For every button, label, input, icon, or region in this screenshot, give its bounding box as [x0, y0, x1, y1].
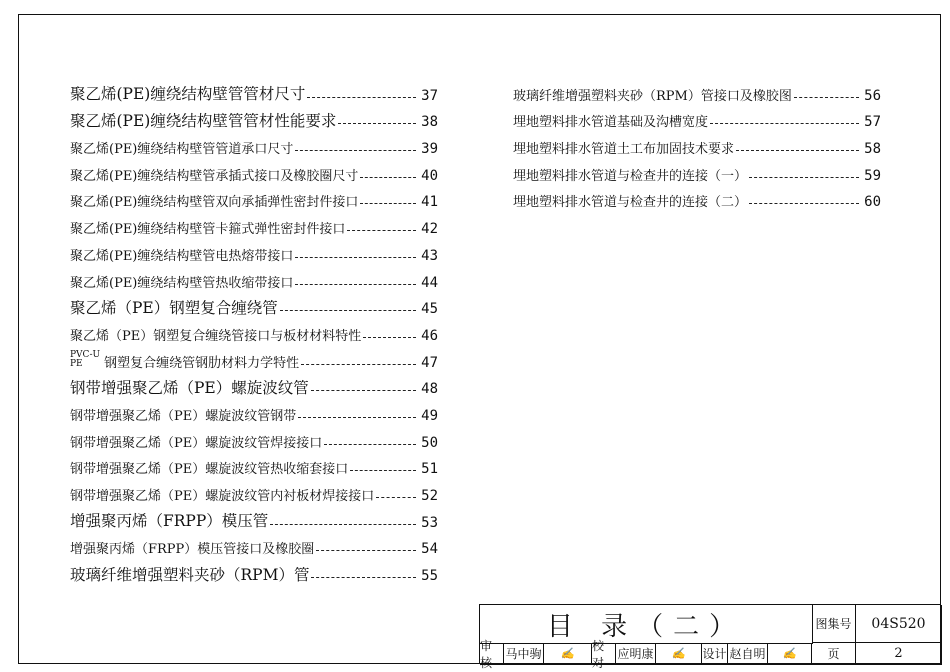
dash-leader: [295, 257, 416, 258]
toc-entry-page: 53: [421, 514, 438, 531]
toc-entry-title: 聚乙烯(PE)缠绕结构壁管管道承口尺寸: [70, 142, 294, 158]
toc-entry-page: 37: [421, 87, 438, 104]
toc-entry-title: 聚乙烯(PE)缠绕结构壁管管材性能要求: [70, 111, 337, 130]
toc-entry: [70, 343, 438, 370]
toc-entry-page: 38: [421, 114, 438, 131]
dash-leader: [301, 364, 416, 365]
review-label: 审核: [480, 643, 504, 665]
toc-entry-title: 钢带增强聚乙烯（PE）螺旋波纹管内衬板材焊接接口: [70, 489, 375, 504]
dash-leader: [270, 524, 416, 525]
material-prefix-top: PVC-U: [70, 349, 101, 360]
toc-entry-title: 聚乙烯(PE)缠绕结构壁管电热熔带接口: [70, 248, 294, 264]
toc-entry-page: 57: [864, 114, 881, 131]
toc-entry-title: 玻璃纤维增强塑料夹砂（RPM）管: [70, 565, 310, 584]
toc-entry-page: 39: [421, 141, 438, 158]
page-number: 2: [856, 643, 942, 665]
toc-entry-page: 52: [421, 488, 438, 504]
toc-entry-page: 56: [864, 87, 881, 104]
dash-leader: [280, 310, 416, 311]
toc-entry-title: 埋地塑料排水管道与检查井的连接（二）: [513, 195, 748, 211]
toc-entry: [70, 423, 438, 450]
toc-entry-title: 聚乙烯(PE)缠绕结构壁管卡箍式弹性密封件接口: [70, 222, 346, 238]
toc-entry-title: 聚乙烯(PE)缠绕结构壁管双向承插弹性密封件接口: [70, 195, 359, 211]
toc-entry-title: 聚乙烯(PE)缠绕结构壁管管材尺寸: [70, 85, 306, 104]
dash-leader: [295, 284, 416, 285]
toc-entry: [513, 183, 881, 210]
toc-entry-page: 48: [421, 381, 438, 398]
material-prefix: [70, 351, 100, 370]
toc-entry: [70, 156, 438, 183]
toc-entry-title: 埋地塑料排水管道基础及沟槽宽度: [513, 115, 709, 131]
dash-leader: [736, 150, 859, 151]
toc-entry: [70, 290, 438, 317]
dash-leader: [749, 177, 859, 178]
dash-leader: [360, 203, 416, 204]
toc-entry-title: 聚乙烯（PE）钢塑复合缠绕管接口与板材材料特性: [70, 328, 362, 344]
toc-entry: [70, 209, 438, 236]
checker-name: 应明康: [616, 643, 656, 665]
material-prefix-bottom: PE: [70, 359, 83, 370]
title-block: [479, 604, 941, 670]
toc-right-column: [513, 76, 881, 209]
toc-entry-page: 51: [421, 461, 438, 478]
dash-leader: [295, 150, 416, 151]
toc-entry-title: 钢带增强聚乙烯（PE）螺旋波纹管焊接接口: [70, 435, 323, 451]
designer-name: 赵自明: [728, 643, 768, 665]
dash-leader: [311, 390, 416, 391]
dash-leader: [324, 444, 416, 445]
toc-entry: [70, 476, 438, 503]
dash-leader: [710, 123, 859, 124]
toc-entry-title: 埋地塑料排水管道土工布加固技术要求: [513, 142, 735, 158]
check-label: 校对: [592, 643, 616, 665]
toc-entry: [70, 236, 438, 263]
toc-entry-page: 43: [421, 247, 438, 264]
toc-entry-title: 聚乙烯(PE)缠绕结构壁管承插式接口及橡胶圈尺寸: [70, 168, 359, 184]
toc-entry-page: 44: [421, 274, 438, 291]
toc-entry: [513, 103, 881, 130]
toc-entry-page: 47: [421, 354, 438, 371]
toc-entry: [70, 129, 438, 156]
toc-entry-page: 41: [421, 194, 438, 211]
toc-entry-title: 埋地塑料排水管道与检查井的连接（一）: [513, 168, 748, 184]
dash-leader: [298, 417, 416, 418]
dash-leader: [376, 497, 416, 498]
toc-entry: [70, 503, 438, 530]
dash-leader: [347, 230, 416, 231]
toc-entry-page: 54: [421, 541, 438, 558]
toc-entry-page: 58: [864, 141, 881, 158]
toc-entry-title: 钢带增强聚乙烯（PE）螺旋波纹管: [70, 378, 309, 397]
toc-entry: [70, 450, 438, 477]
toc-entry-page: 40: [421, 167, 438, 184]
title-block-title: 目 录（二）: [480, 605, 813, 644]
toc-entry-page: 60: [864, 194, 881, 211]
toc-entry: [70, 263, 438, 290]
toc-entry: [70, 370, 438, 397]
toc-left-column: [70, 76, 438, 583]
dash-leader: [749, 203, 859, 204]
dash-leader: [338, 123, 416, 124]
toc-entry-page: 50: [421, 434, 438, 451]
toc-entry: [70, 316, 438, 343]
designer-signature: ✍: [768, 643, 812, 665]
dash-leader: [794, 97, 859, 98]
toc-entry-page: 49: [421, 407, 438, 424]
design-label: 设计: [702, 643, 728, 665]
toc-entry-title: 增强聚丙烯（FRPP）模压管接口及橡胶圈: [70, 542, 315, 558]
toc-entry-title: 增强聚丙烯（FRPP）模压管: [70, 512, 269, 531]
toc-entry-page: 59: [864, 167, 881, 184]
toc-entry: [70, 76, 438, 103]
atlas-number: 04S520: [856, 605, 942, 643]
toc-entry: [70, 103, 438, 130]
dash-leader: [350, 470, 416, 471]
toc-entry-title: 玻璃纤维增强塑料夹砂（RPM）管接口及橡胶图: [513, 88, 792, 104]
toc-entry-title: 聚乙烯（PE）钢塑复合缠绕管: [70, 298, 278, 317]
toc-entry-page: 45: [421, 301, 438, 318]
dash-leader: [363, 337, 416, 338]
reviewer-name: 马中驹: [504, 643, 544, 665]
page-label: 页: [812, 643, 856, 665]
checker-signature: ✍: [656, 643, 702, 665]
toc-entry: [70, 183, 438, 210]
toc-entry: [70, 396, 438, 423]
reviewer-signature: ✍: [544, 643, 592, 665]
toc-entry: [513, 129, 881, 156]
toc-entry: [513, 76, 881, 103]
toc-entry: [70, 556, 438, 583]
toc-entry-title: 聚乙烯(PE)缠绕结构壁管热收缩带接口: [70, 275, 294, 291]
toc-entry: [513, 156, 881, 183]
dash-leader: [360, 177, 416, 178]
toc-entry-page: 55: [421, 568, 438, 585]
toc-entry-page: 42: [421, 221, 438, 238]
toc-entry-title: 钢带增强聚乙烯（PE）螺旋波纹管热收缩套接口: [70, 462, 349, 478]
toc-entry-title: 钢塑复合缠绕管钢肋材料力学特性: [104, 355, 300, 371]
toc-entry-page: 46: [421, 327, 438, 344]
toc-entry-title: 钢带增强聚乙烯（PE）螺旋波纹管钢带: [70, 408, 297, 424]
dash-leader: [316, 550, 416, 551]
atlas-number-label: 图集号: [812, 605, 856, 643]
toc-entry: [70, 530, 438, 557]
dash-leader: [307, 97, 416, 98]
dash-leader: [311, 577, 416, 578]
